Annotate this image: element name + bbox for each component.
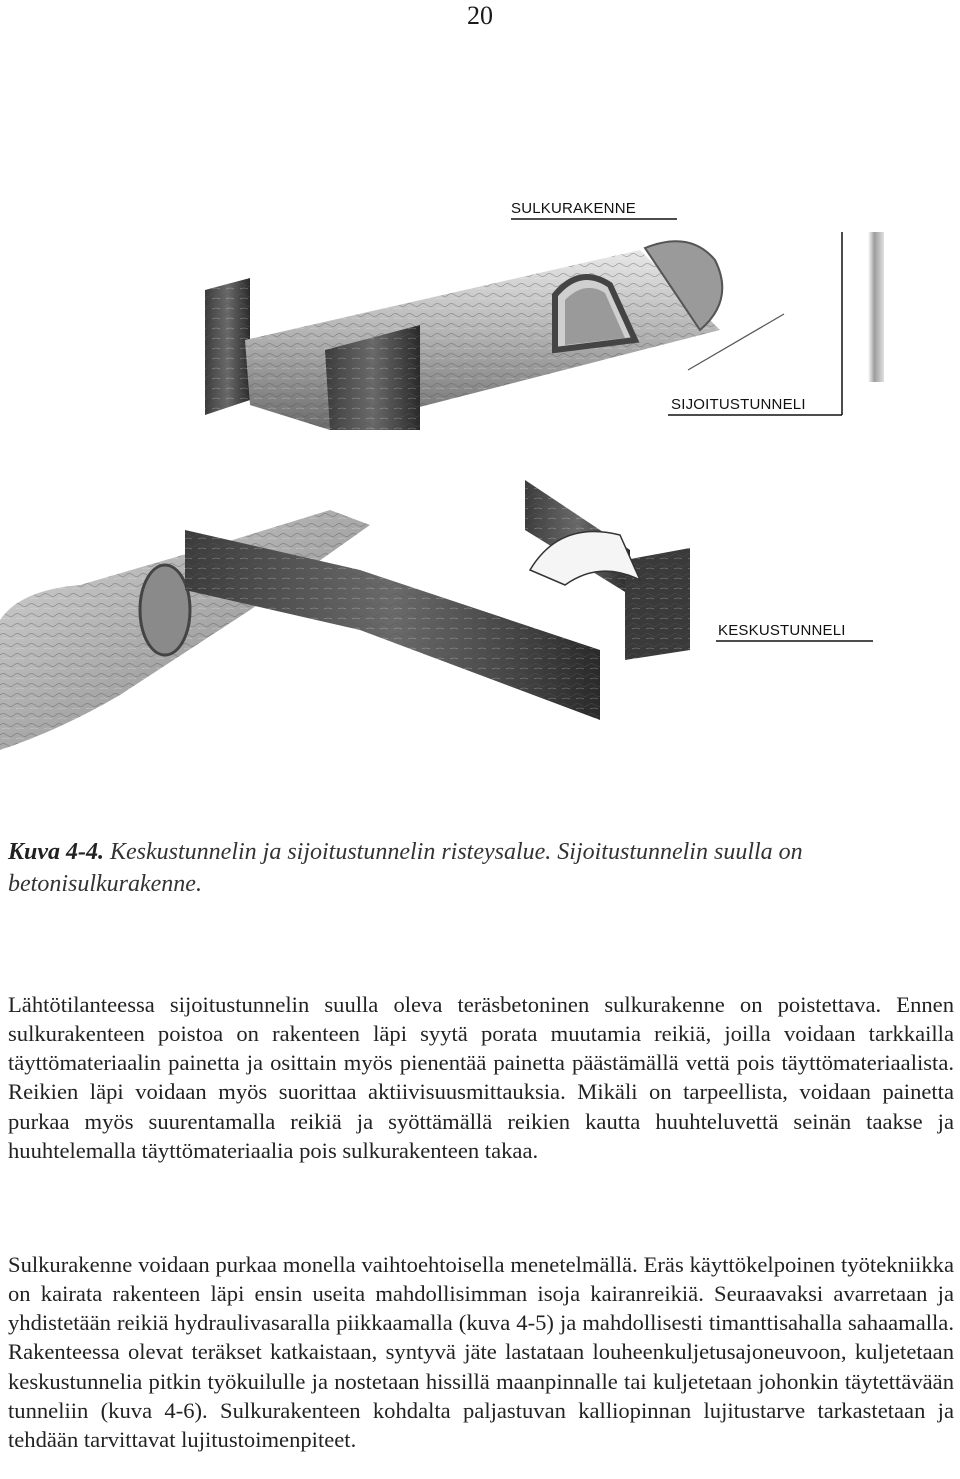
upper-left-wall <box>205 278 250 415</box>
tunnel-illustration <box>0 190 960 800</box>
tunnel-intersection-figure <box>0 190 960 800</box>
paragraph-2: Sulkurakenne voidaan purkaa monella vaihtoehtoisella menetelmällä. Eräs käyttökelpoinen työtekniikka on kairata rakenteen läpi ensin useita mahdollisimman isoja kairanreikiä. Seuraavaksi avarretaan ja yhdistetään reikiä hydraulivasaralla piikkaamalla (kuva 4-5) ja mahdollisesti timanttisahalla sahaamalla. Rakenteessa olevat teräkset katkaistaan, syntyvä jäte lastataan louheenkuljetusajoneuvoon, kuljetetaan keskustunnelia pitkin työkuilulle ja nostetaan hissillä maanpinnalle tai kuljetetaan johonkin täytettävään tunneliin (kuva 4-6). Sulkurakenteen kohdalta paljastuvan kalliopinnan lujitustarve tarkastetaan ja tehdään tarvittavat lujitustoimenpiteet. <box>8 1251 954 1453</box>
figure-caption <box>8 836 952 900</box>
vertical-shaft <box>868 232 884 382</box>
caption-text: Keskustunnelin ja sijoitustunnelin risteysalue. Sijoitustunnelin suulla on betonisulkurakenne. <box>8 839 803 897</box>
caption-prefix: Kuva 4-4. <box>8 839 104 865</box>
right-wall-block <box>625 548 690 660</box>
label-keskustunneli: KESKUSTUNNELI <box>718 622 846 639</box>
label-sijoitustunneli: SIJOITUSTUNNELI <box>671 396 806 413</box>
page-number: 20 <box>467 1 493 30</box>
label-sulkurakenne: SULKURAKENNE <box>511 200 636 217</box>
sijoitustunneli-tube <box>245 250 720 430</box>
paragraph-1: Lähtötilanteessa sijoitustunnelin suulla oleva teräsbetoninen sulkurakenne on poistettava. Ennen sulkurakenteen poistoa on rakenteen läpi syytä porata muutamia reikiä, joilla voidaan tarkkailla täyttömateriaalin painetta ja osittain myös pienentää painetta päästämällä vettä pois täyttömateriaalista. Reikien läpi voidaan myös suorittaa aktiivisuusmittauksia. Mikäli on tarpeellista, voidaan painetta purkaa myös suurentamalla reikiä ja syöttämällä reikien kautta huuhteluvettä seinän taakse ja huuhtelemalla täyttömateriaalia pois sulkurakenteen takaa. <box>8 991 954 1164</box>
